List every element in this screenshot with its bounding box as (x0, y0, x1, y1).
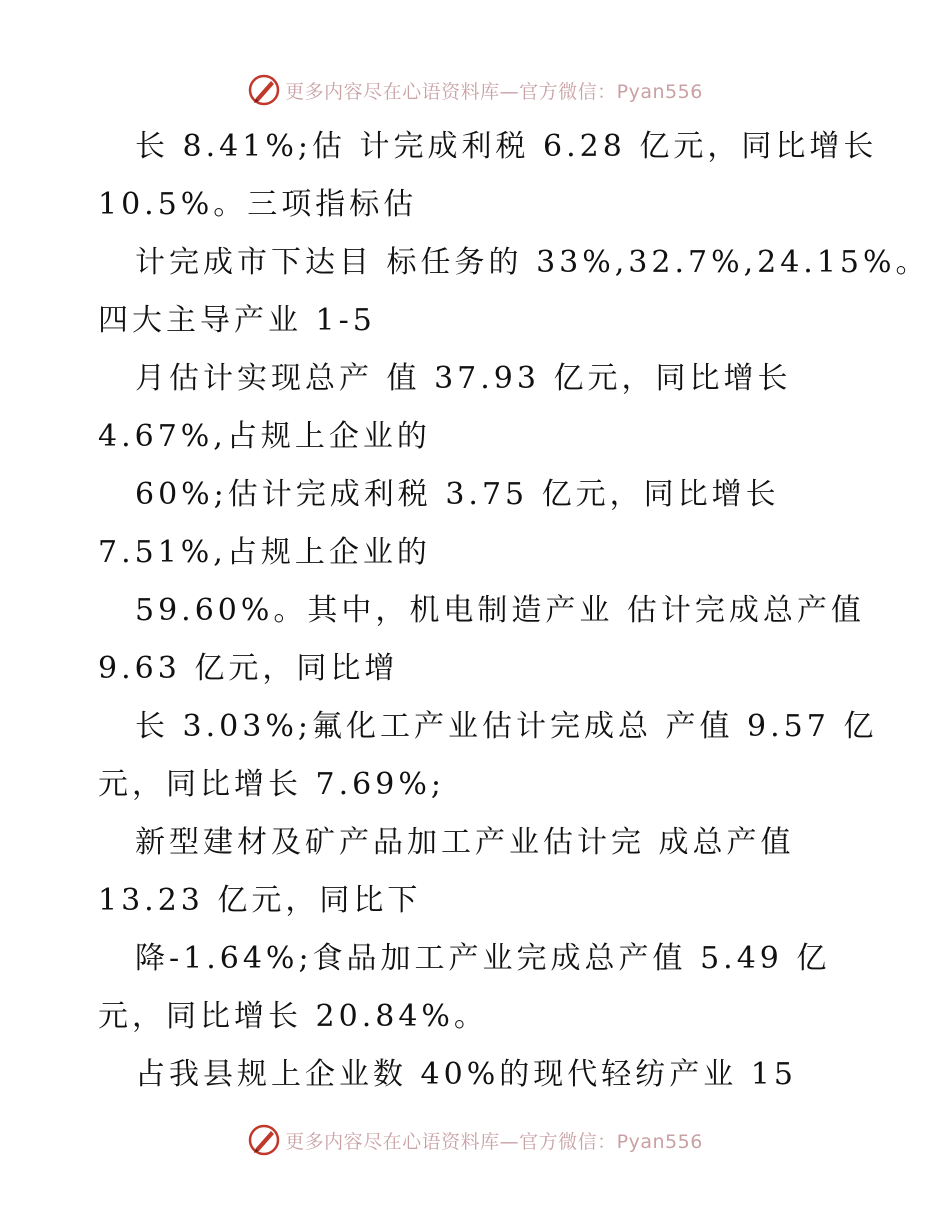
body-line-2: 10.5%。三项指标估 (98, 187, 418, 222)
pen-logo-icon (247, 73, 281, 107)
body-line-1: 长 8.41%;估 计完成利税 6.28 亿元，同比增长 (135, 129, 878, 164)
header-watermark-text: 更多内容尽在心语资料库—官方微信：Pyan556 (285, 80, 703, 103)
body-line-4: 四大主导产业 1-5 (98, 303, 376, 338)
body-line-11: 长 3.03%;氟化工产业估计完成总 产值 9.57 亿 (135, 709, 878, 744)
body-line-15: 降-1.64%;食品加工产业完成总产值 5.49 亿 (135, 941, 831, 976)
body-line-17: 占我县规上企业数 40%的现代轻纺产业 15 (135, 1057, 797, 1092)
body-line-16: 元，同比增长 20.84%。 (98, 999, 488, 1034)
footer-watermark (0, 1120, 950, 1160)
body-line-12: 元，同比增长 7.69%; (98, 767, 445, 802)
body-line-5: 月估计实现总产 值 37.93 亿元，同比增长 (135, 361, 792, 396)
body-line-6: 4.67%,占规上企业的 (98, 419, 431, 454)
body-line-9: 59.60%。其中，机电制造产业 估计完成总产值 (135, 593, 865, 628)
body-line-8: 7.51%,占规上企业的 (98, 535, 431, 570)
body-line-14: 13.23 亿元，同比下 (98, 883, 422, 918)
body-line-10: 9.63 亿元，同比增 (98, 651, 399, 686)
body-line-13: 新型建材及矿产品加工产业估计完 成总产值 (135, 825, 795, 860)
body-line-7: 60%;估计完成利税 3.75 亿元，同比增长 (135, 477, 780, 512)
pen-logo-icon (247, 1123, 281, 1157)
footer-watermark-text: 更多内容尽在心语资料库—官方微信：Pyan556 (285, 1130, 703, 1153)
body-line-3: 计完成市下达目 标任务的 33%,32.7%,24.15%。 (135, 245, 930, 280)
header-watermark (0, 70, 950, 110)
